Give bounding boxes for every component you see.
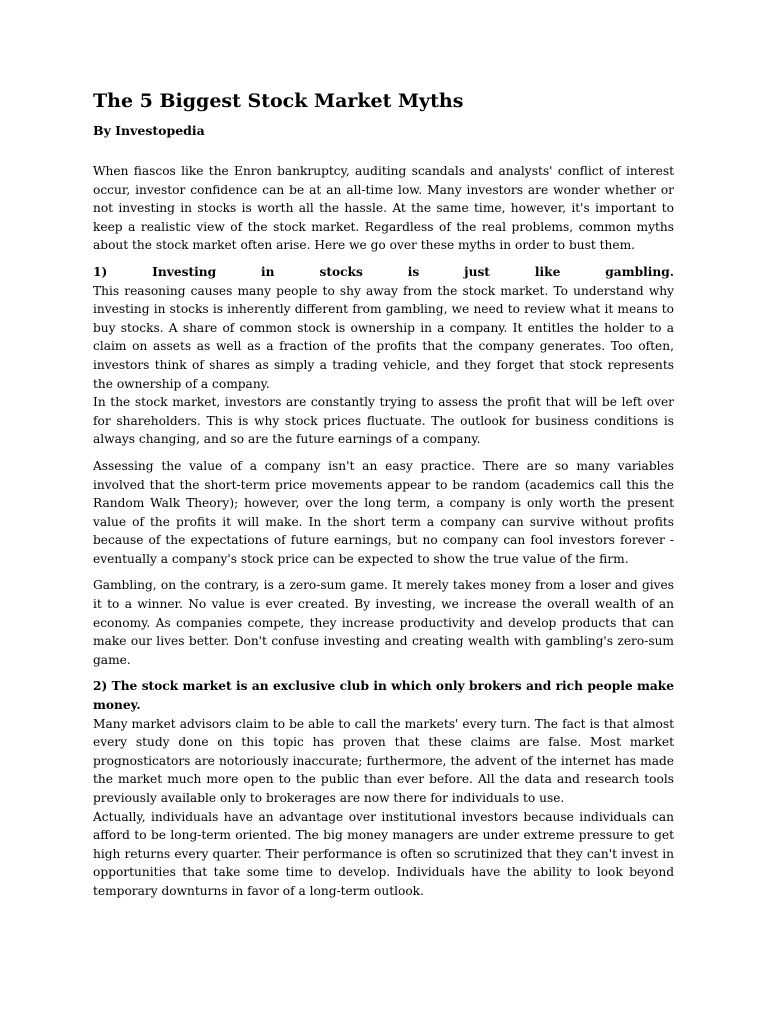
document-page — [93, 88, 674, 901]
myth-1-heading: 1) Investing in stocks is just like gambling. — [93, 264, 674, 279]
myth-2-heading: 2) The stock market is an exclusive club in which only brokers and rich people make money. — [93, 679, 674, 713]
document-byline: By Investopedia — [93, 123, 205, 138]
myth-1-paragraph-1: This reasoning causes many people to shy away from the stock market. To understand why investing in stocks is inherently different from gambling, we need to review what it means to buy stocks. A share of common stock is ownership in a company. It entitles the holder to a claim on assets as well as a fraction of the profits that the company generates. Too often, investors think of shares as simply a trading vehicle, and they forget that stock represents the ownership of a company. — [93, 283, 674, 391]
myth-2-paragraph-2: Actually, individuals have an advantage over institutional investors because individuals can afford to be long-term oriented. The big money managers are under extreme pressure to get high returns every quarter. Their performance is often so scrutinized that they can't invest in opportunities that take some time to develop. Individuals have the ability to look beyond temporary downturns in favor of a long-term outlook. — [93, 809, 674, 898]
myth-1-paragraph-2: In the stock market, investors are constantly trying to assess the profit that will be left over for shareholders. This is why stock prices fluctuate. The outlook for business conditions is always changing, and so are the future earnings of a company. — [93, 395, 674, 447]
myth-2-paragraph-1: Many market advisors claim to be able to call the markets' every turn. The fact is that almost every study done on this topic has proven that these claims are false. Most market prognosticators are notoriously inaccurate; furthermore, the advent of the internet has made the market much more open to the public than ever before. All the data and research tools previously available only to brokerages are now there for individuals to use. — [93, 716, 674, 805]
intro-paragraph: When fiascos like the Enron bankruptcy, auditing scandals and analysts' conflict of interest occur, investor confidence can be at an all-time low. Many investors are wonder whether or not investing in stocks is worth all the hassle. At the same time, however, it's important to keep a realistic view of the stock market. Regardless of the real problems, common myths about the stock market often arise. Here we go over these myths in order to bust them. — [93, 164, 674, 253]
myth-1-paragraph-3: Assessing the value of a company isn't an easy practice. There are so many variables involved that the short-term price movements appear to be random (academics call this the Random Walk Theory); however, over the long term, a company is only worth the present value of the profits it will make. In the short term a company can survive without profits because of the expectations of future earnings, but no company can fool investors forever - eventually a company's stock price can be expected to show the true value of the firm. — [93, 458, 674, 566]
myth-1-paragraph-4: Gambling, on the contrary, is a zero-sum game. It merely takes money from a loser and gives it to a winner. No value is ever created. By investing, we increase the overall wealth of an economy. As companies compete, they increase productivity and develop products that can make our lives better. Don't confuse investing and creating wealth with gambling's zero-sum game. — [93, 578, 674, 667]
document-title: The 5 Biggest Stock Market Myths — [93, 90, 464, 112]
